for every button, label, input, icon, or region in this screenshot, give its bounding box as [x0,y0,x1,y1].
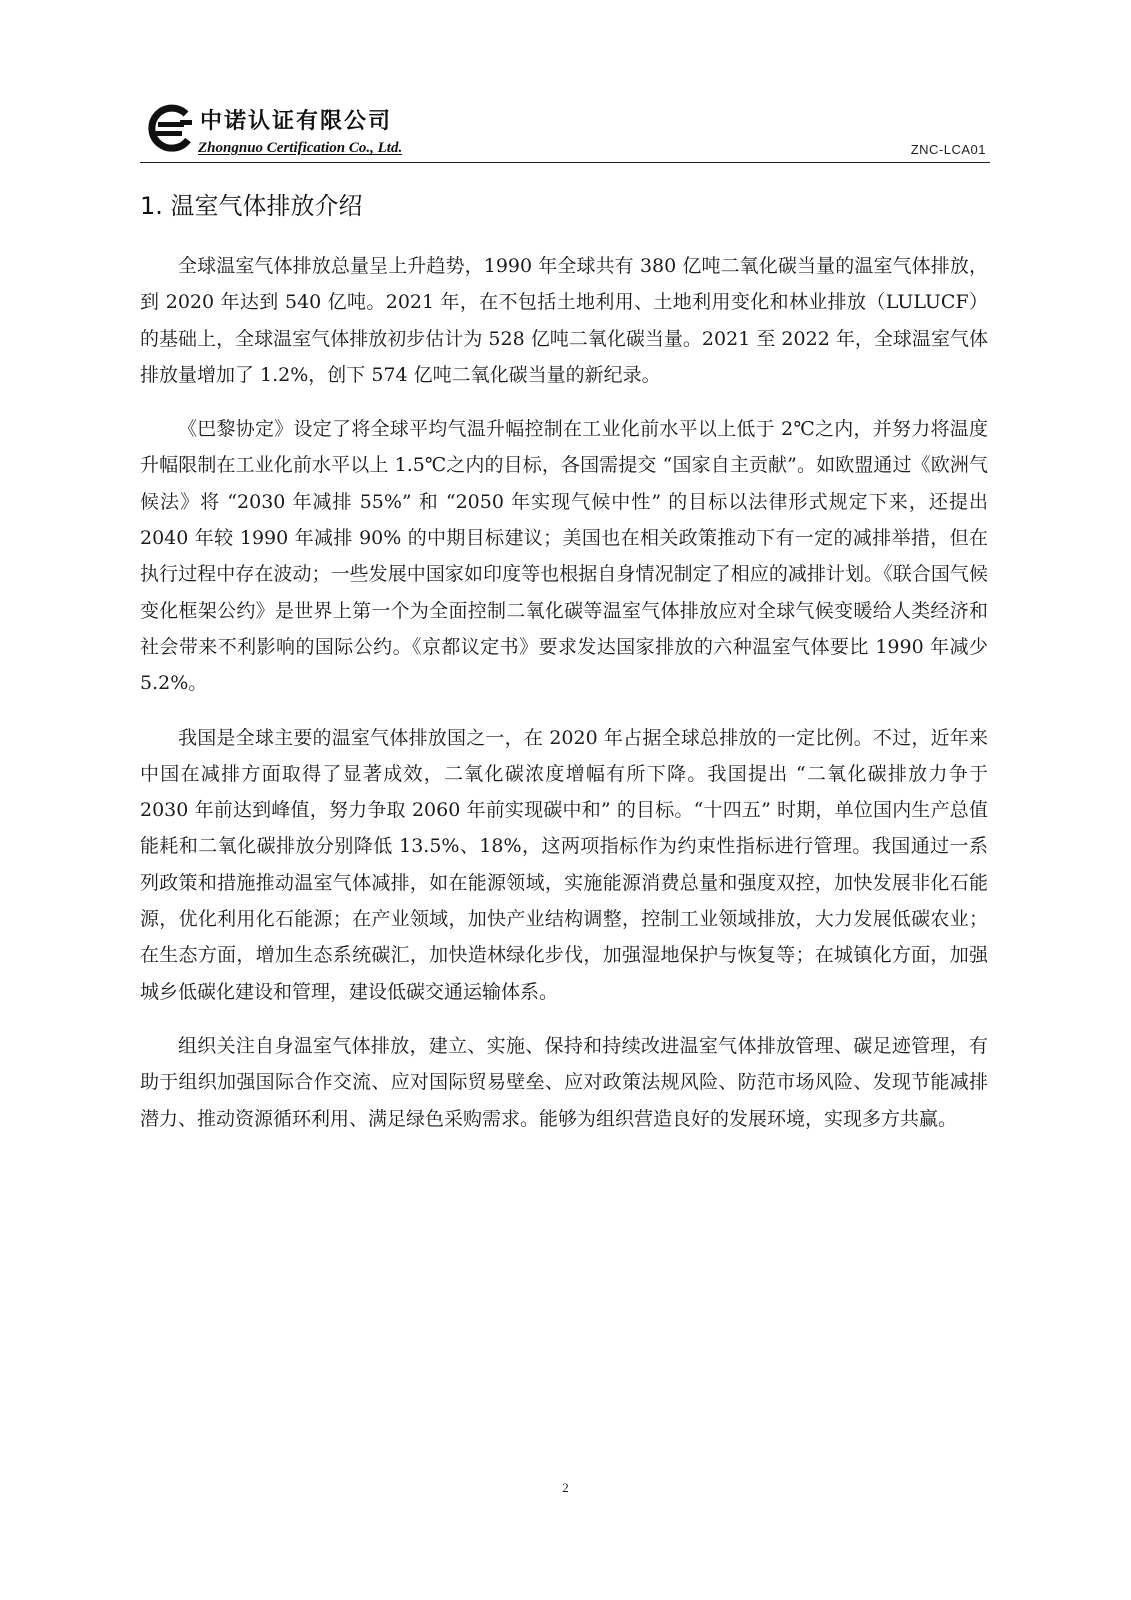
paragraph-global-emissions: 全球温室气体排放总量呈上升趋势，1990 年全球共有 380 亿吨二氧化碳当量的温室气体排放，到 2020 年达到 540 亿吨。2021 年，在不包括土地利用、土地利用变化和林业排放（LULUCF）的基础上，全球温室气体排放初步估计为 528 亿吨二氧化碳当量。2021 至 2022 年，全球温室气体排放量增加了 1.2%，创下 574 亿吨二氧化碳当量的新纪录。 [140,255,988,386]
company-name-en: Zhongnuo Certification Co., Ltd. [198,140,403,156]
paragraph-paris-agreement: 《巴黎协定》设定了将全球平均气温升幅控制在工业化前水平以上低于 2℃之内，并努力将温度升幅限制在工业化前水平以上 1.5℃之内的目标，各国需提交 “国家自主贡献”。如欧盟通过《欧洲气候法》将 “2030 年减排 55%” 和 “2050 年实现气候中性” 的目标以法律形式规定下来，还提出 2040 年较 1990 年减排 90% 的中期目标建议；美国也在相关政策推动下有一定的减排举措，但在执行过程中存在波动；一些发展中国家如印度等也根据自身情况制定了相应的减排计划。《联合国气候变化框架公约》是世界上第一个为全面控制二氧化碳等温室气体排放应对全球气候变暖给人类经济和社会带来不利影响的国际公约。《京都议定书》要求发达国家排放的六种温室气体要比 1990 年减少 5.2%。 [140,418,988,695]
document-header [140,98,990,160]
zhongnuo-logo-icon [144,102,196,156]
page-number: 2 [562,1480,569,1495]
section-title: 1. 温室气体排放介绍 [140,192,363,220]
body-text [140,248,988,1155]
header-divider [140,162,990,163]
paragraph-china-emissions: 我国是全球主要的温室气体排放国之一，在 2020 年占据全球总排放的一定比例。不过，近年来中国在减排方面取得了显著成效，二氧化碳浓度增幅有所下降。我国提出 “二氧化碳排放力争于 2030 年前达到峰值，努力争取 2060 年前实现碳中和” 的目标。“十四五” 时期，单位国内生产总值能耗和二氧化碳排放分别降低 13.5%、18%，这两项指标作为约束性指标进行管理。我国通过一系列政策和措施推动温室气体减排，如在能源领域，实施能源消费总量和强度双控，加快发展非化石能源，优化利用化石能源；在产业领域，加快产业结构调整，控制工业领域排放，大力发展低碳农业；在生态方面，增加生态系统碳汇，加快造林绿化步伐，加强湿地保护与恢复等；在城镇化方面，加强城乡低碳化建设和管理，建设低碳交通运输体系。 [140,726,988,1003]
company-name-cn: 中诺认证有限公司 [200,109,393,134]
paragraph-organization-benefits: 组织关注自身温室气体排放，建立、实施、保持和持续改进温室气体排放管理、碳足迹管理，有助于组织加强国际合作交流、应对国际贸易壁垒、应对政策法规风险、防范市场风险、发现节能减排潜力、推动资源循环利用、满足绿色采购需求。能够为组织营造良好的发展环境，实现多方共赢。 [140,1034,988,1130]
document-code: ZNC-LCA01 [910,142,986,157]
